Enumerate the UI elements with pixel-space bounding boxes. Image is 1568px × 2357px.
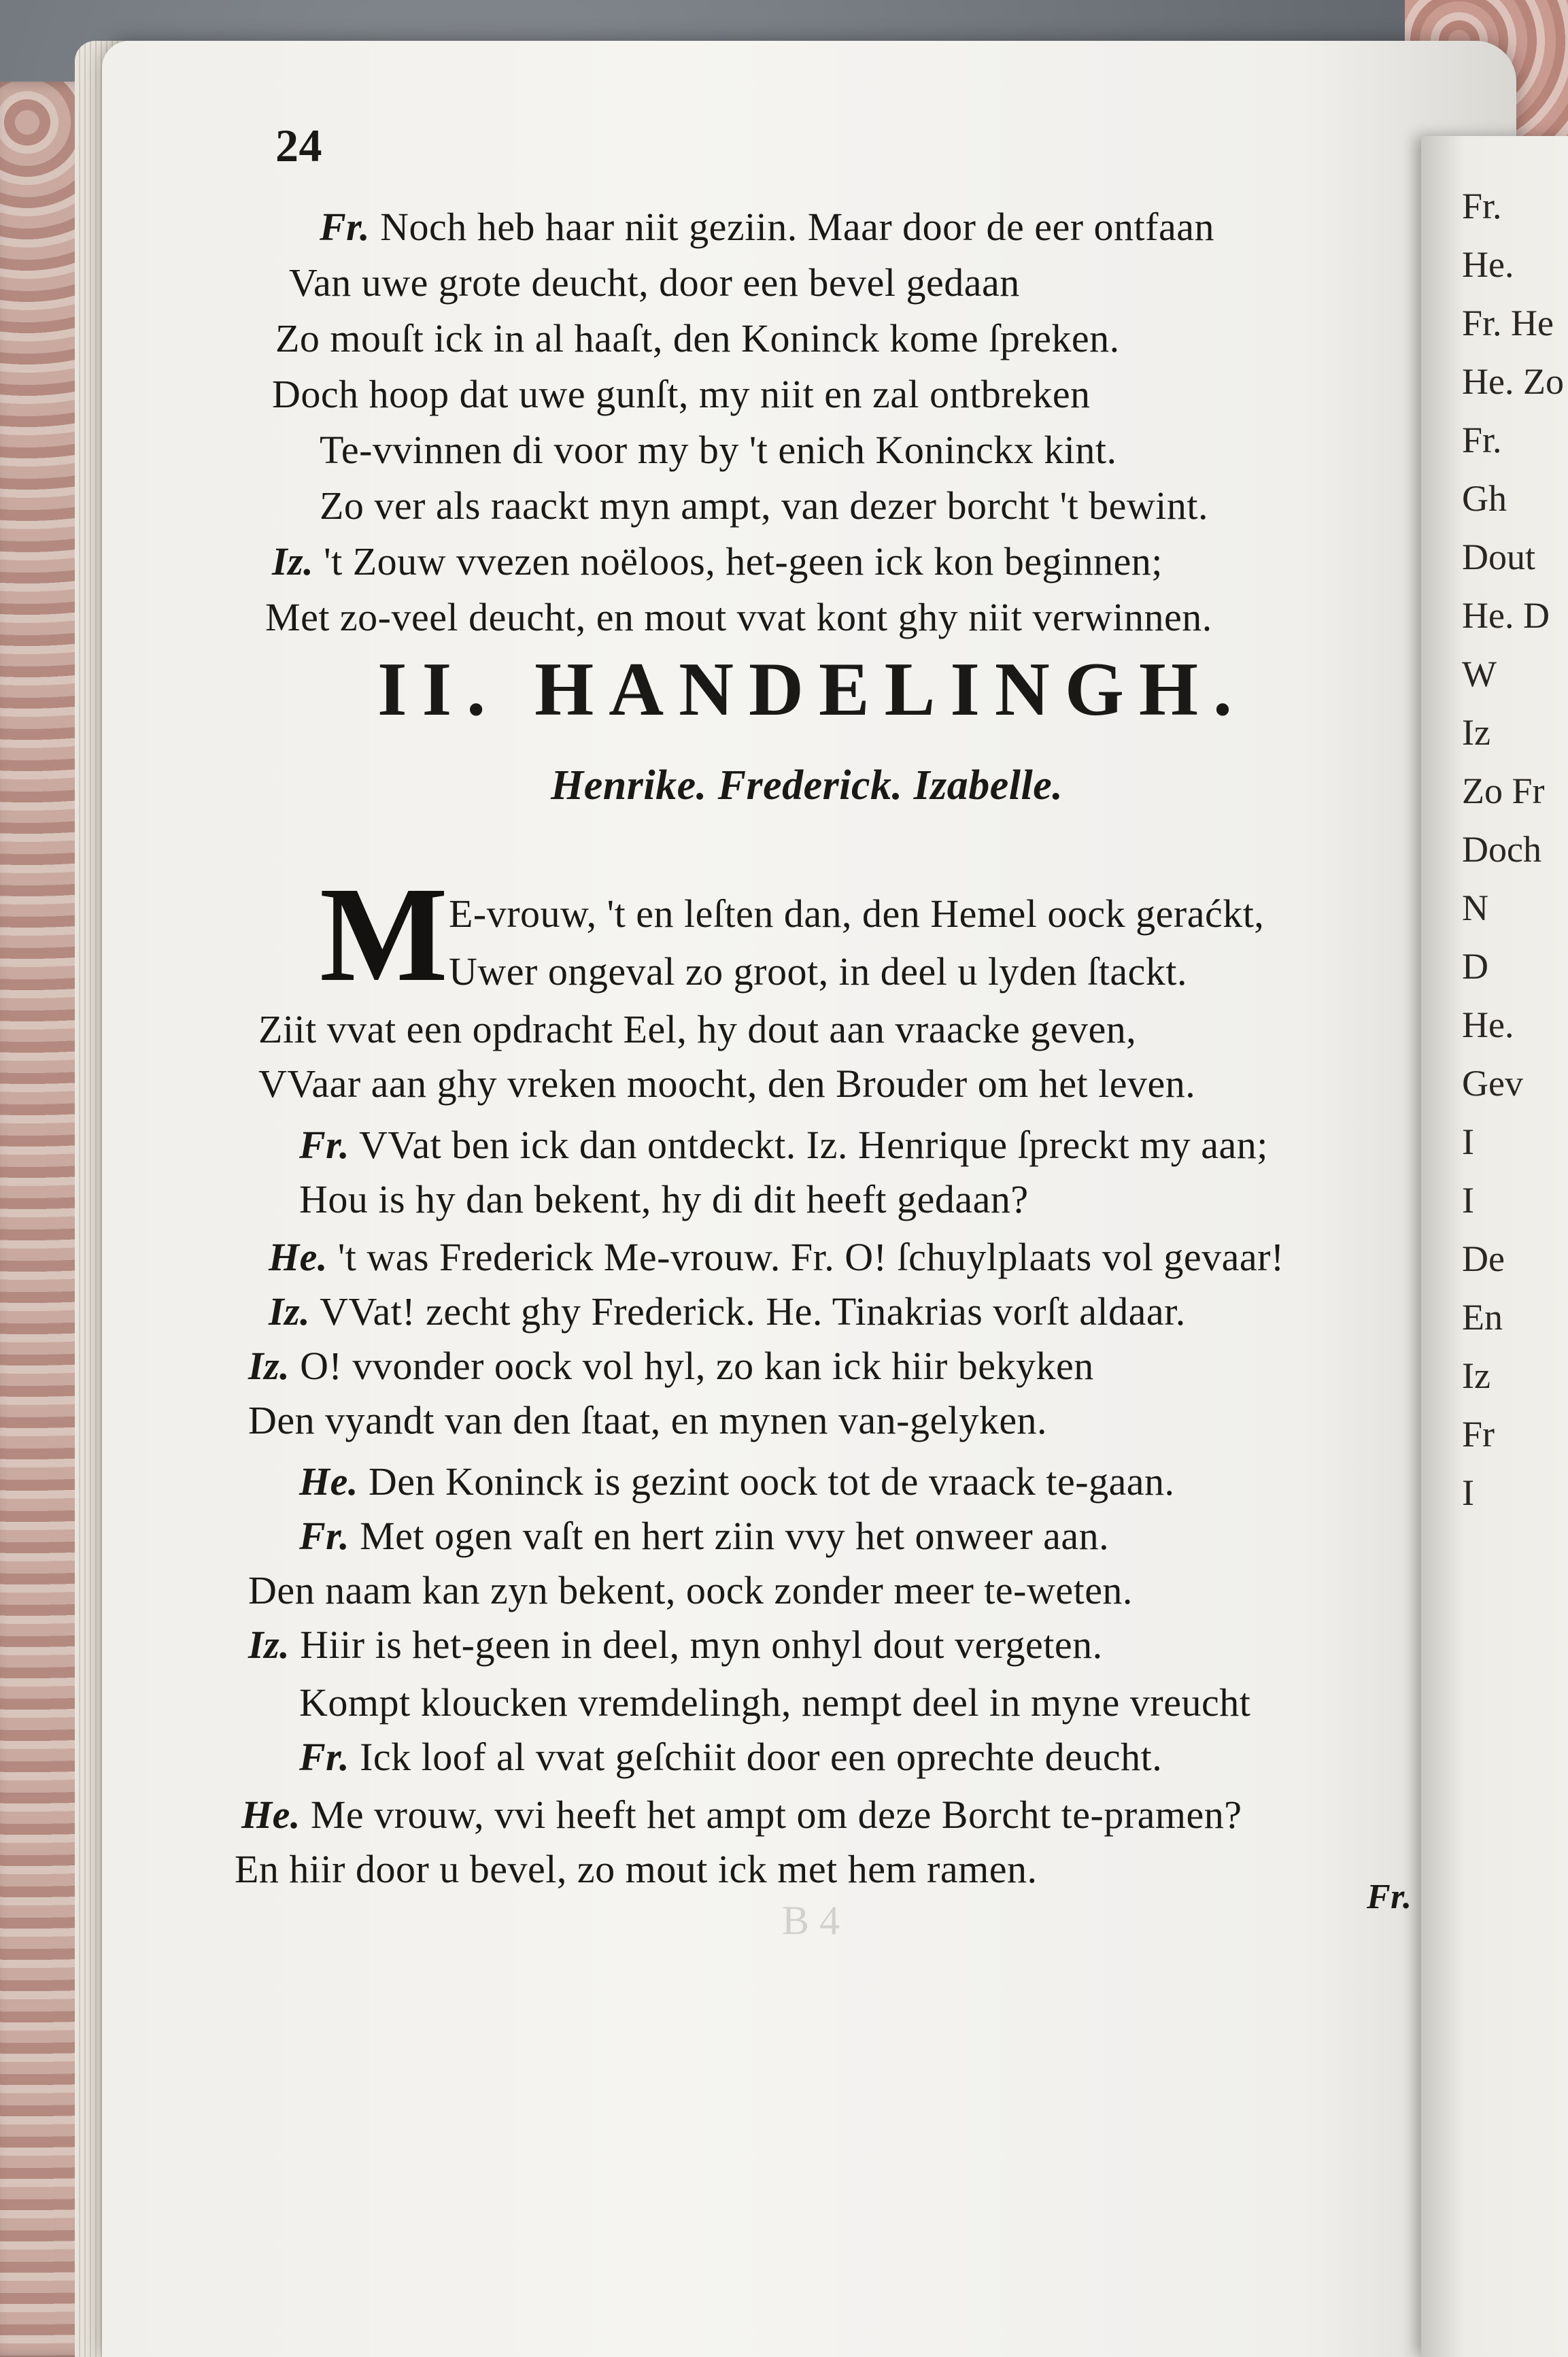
verse-line [320, 483, 1208, 528]
verse-line [258, 1006, 1136, 1052]
drop-cap: M [320, 860, 448, 1010]
verse-line [299, 1122, 1268, 1168]
verse-text: Zo ver als raackt myn ampt, van dezer borcht 't bewint. [320, 484, 1209, 528]
verse-text: Te-vvinnen di voor my by 't enich Koninckx kint. [320, 428, 1117, 472]
speaker-tag: Iz. [272, 539, 314, 583]
facing-line: Doch [1462, 829, 1541, 870]
verse-text: VVat ben ick dan ontdeckt. Iz. Henrique ſpreckt my aan; [350, 1123, 1268, 1167]
facing-line: W [1462, 654, 1497, 694]
verse-text: Met ogen vaſt en hert ziin vvy het onweer aan. [350, 1514, 1110, 1558]
facing-line: I [1462, 1180, 1474, 1221]
facing-line: Fr [1462, 1414, 1495, 1455]
act-heading: II. HANDELINGH. [377, 647, 1248, 732]
facing-line: Zo Fr [1462, 770, 1545, 811]
verse-text: Zo mouſt ick in al haaſt, den Koninck kome ſpreken. [275, 316, 1120, 360]
verse-line [289, 260, 1020, 305]
speaker-tag: He. [299, 1459, 358, 1504]
verse-line [265, 594, 1212, 640]
signature-bleed-through: B 4 [782, 1898, 840, 1943]
facing-line: Dout [1462, 537, 1535, 577]
verse-text: Ick loof al vvat geſchiit door een oprechte deucht. [350, 1735, 1163, 1779]
verse-line [299, 1176, 1029, 1222]
verse-text: En hiir door u bevel, zo mout ick met hem ramen. [235, 1847, 1038, 1891]
verse-text: 't was Frederick Me-vrouw. Fr. O! ſchuylplaats vol gevaar! [327, 1235, 1284, 1279]
verse-line [320, 204, 1214, 250]
verse-text: Me vrouw, vvi heeft het ampt om deze Borcht te-pramen? [300, 1793, 1242, 1837]
verse-text: Den vyandt van den ſtaat, en mynen van-gelyken. [248, 1398, 1048, 1442]
speaker-tag: Iz. [248, 1344, 290, 1388]
facing-line: Gh [1462, 478, 1507, 519]
facing-line: Fr. [1462, 420, 1502, 460]
verse-line [248, 1567, 1133, 1613]
verse-text: O! vvonder oock vol hyl, zo kan ick hiir bekyken [290, 1344, 1094, 1388]
verse-line [299, 1459, 1175, 1504]
verse-line [299, 1680, 1250, 1725]
verse-line [272, 539, 1163, 584]
facing-line: De [1462, 1238, 1505, 1279]
speaker-tag: Iz. [248, 1623, 290, 1667]
facing-line: He. Zo [1462, 361, 1564, 402]
dramatis-personae: Henrike. Frederick. Izabelle. [551, 762, 1063, 809]
verse-text: Noch heb haar niit geziin. Maar door de eer ontfaan [370, 205, 1214, 249]
facing-line: Iz [1462, 712, 1490, 753]
verse-line [235, 1846, 1037, 1892]
facing-line: D [1462, 946, 1488, 987]
verse-line [320, 427, 1117, 473]
verse-text: VVat! zecht ghy Frederick. He. Tinakrias vorſt aldaar. [310, 1289, 1186, 1334]
verse-text: Den Koninck is gezint oock tot de vraack te-gaan. [358, 1459, 1175, 1504]
verse-line [449, 891, 1264, 936]
facing-line: N [1462, 887, 1488, 928]
verse-text: Hou is hy dan bekent, hy di dit heeft gedaan? [299, 1177, 1029, 1221]
facing-line: En [1462, 1297, 1503, 1338]
facing-line: I [1462, 1121, 1474, 1162]
facing-page-text [1462, 177, 1568, 1522]
facing-line: Fr. He [1462, 303, 1554, 343]
verse-line [269, 1289, 1186, 1334]
speaker-tag: Fr. [299, 1123, 350, 1167]
speaker-tag: He. [241, 1793, 301, 1837]
verse-text: Ziit vvat een opdracht Eel, hy dout aan vraacke geven, [258, 1007, 1137, 1051]
verse-text: VVaar aan ghy vreken moocht, den Brouder om het leven. [258, 1062, 1196, 1106]
verse-text: Kompt kloucken vremdelingh, nempt deel in myne vreucht [299, 1680, 1251, 1725]
facing-line: Fr. [1462, 186, 1502, 226]
verse-line [272, 371, 1091, 417]
verse-text: 't Zouw vvezen noëloos, het-geen ick kon beginnen; [313, 539, 1163, 583]
verse-text: E-vrouw, 't en leſten dan, den Hemel oock geraćkt, [449, 892, 1265, 936]
verse-line [299, 1513, 1109, 1559]
catchword: Fr. [1367, 1878, 1412, 1916]
verse-line [275, 316, 1120, 361]
facing-line: Gev [1462, 1063, 1523, 1104]
speaker-tag: Fr. [299, 1735, 350, 1779]
page-number: 24 [275, 120, 322, 171]
facing-line: He. D [1462, 595, 1550, 636]
speaker-tag: He. [269, 1235, 328, 1279]
facing-line: He. [1462, 1004, 1514, 1045]
facing-line: I [1462, 1472, 1474, 1513]
verse-line [449, 949, 1187, 994]
verse-text: Den naam kan zyn bekent, oock zonder meer te-weten. [248, 1568, 1133, 1612]
verse-line [258, 1061, 1195, 1106]
speaker-tag: Fr. [320, 205, 371, 249]
verse-line [248, 1622, 1103, 1667]
verse-text: Doch hoop dat uwe gunſt, my niit en zal ontbreken [272, 372, 1091, 416]
verse-text: Hiir is het-geen in deel, myn onhyl dout vergeten. [290, 1623, 1103, 1667]
verse-text: Van uwe grote deucht, door een bevel gedaan [289, 260, 1020, 305]
facing-line: Iz [1462, 1355, 1490, 1396]
speaker-tag: Iz. [269, 1289, 311, 1334]
verse-line [299, 1734, 1162, 1780]
verse-text: Uwer ongeval zo groot, in deel u lyden ſtackt. [449, 949, 1188, 994]
verse-line [248, 1397, 1047, 1443]
verse-text: Met zo-veel deucht, en mout vvat kont ghy niit verwinnen. [265, 595, 1212, 639]
verse-line [269, 1234, 1284, 1280]
speaker-tag: Fr. [299, 1514, 350, 1558]
verse-line [241, 1792, 1242, 1837]
verse-line [248, 1343, 1094, 1389]
facing-line: He. [1462, 244, 1514, 285]
